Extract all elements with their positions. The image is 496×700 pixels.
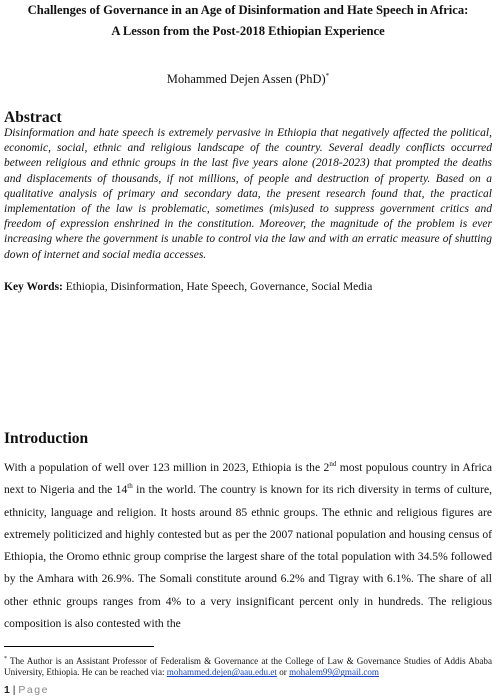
intro-superscript-nd: nd [329, 460, 337, 469]
footnote-mark: * [4, 656, 7, 662]
footnote-text: The Author is an Assistant Professor of Federalism & Governance at the College of Law & Governance Studies of Addis Ababa University, Ethiopia. He can be reached via: [4, 656, 492, 678]
abstract-heading: Abstract [4, 109, 62, 126]
footnote [4, 654, 492, 679]
keywords-list: Ethiopia, Disinformation, Hate Speech, Governance, Social Media [65, 281, 373, 293]
author-line [0, 72, 496, 87]
page-word: Page [18, 684, 49, 696]
introduction-paragraph [4, 457, 492, 635]
keywords-line [4, 280, 492, 295]
intro-text-3: in the world. The country is known for its rich diversity in terms of culture, ethnicity, language and religion. It hosts around 85 ethnic groups. The ethnic and religious figures are extremely politicized and highly contested but as per the 2007 national population and housing census of Ethiopia, the Oromo ethnic group comprise the largest share of the total population with 34.5% followed by the Amhara with 26.9%. The Somali constitute around 6.2% and Tigray with 6.1%. The share of all other ethnic groups ranges from 4% to a very insignificant percent only in hundreds. The religious composition is also contested with the [4, 483, 493, 631]
footnote-email-aau-link[interactable]: mohammed.dejen@aau.edu.et [166, 667, 277, 678]
page-separator: | [9, 684, 19, 696]
introduction-heading: Introduction [4, 430, 89, 447]
abstract-text: Disinformation and hate speech is extremely pervasive in Ethiopia that negatively affected the political, economic, social, ethnic and religious landscape of the country. Several deadly conflicts occurred between religious and ethnic groups in the last five years alone (2018-2023) that prompted the deaths and displacements of thousands, if not millions, of people and destruction of property. Based on a qualitative analysis of primary and secondary data, the present research found that, the practical implementation of the law is problematic, sometimes (mis)used to suppress government critics and freedom of expression enshrined in the constitution. Moreover, the magnitude of the problem is ever increasing where the government is unable to control via the law and with an erratic measure of shutting down of internet and social media accesses. [4, 127, 492, 261]
footnote-or: or [276, 667, 290, 678]
author-footnote-mark[interactable]: * [325, 72, 330, 80]
page-footer [4, 684, 49, 696]
page-number: 1 [4, 684, 10, 696]
intro-text-2: most populous country in Africa next to Nigeria and the 14 [4, 461, 492, 497]
paper-title-line-1: Challenges of Governance in an Age of Disinformation and Hate Speech in Africa: [27, 3, 469, 17]
intro-text-1: With a population of well over 123 million in 2023, Ethiopia is the 2 [4, 461, 330, 474]
footnote-divider [4, 646, 154, 647]
footnote-email-gmail-link[interactable]: mohalem99@gmail.com [289, 667, 380, 678]
author-name: Mohammed Dejen Assen (PhD) [166, 72, 326, 87]
paper-title-line-2: A Lesson from the Post-2018 Ethiopian Experience [111, 24, 385, 38]
intro-superscript-th: th [127, 482, 133, 491]
keywords-label: Key Words: [4, 281, 63, 293]
